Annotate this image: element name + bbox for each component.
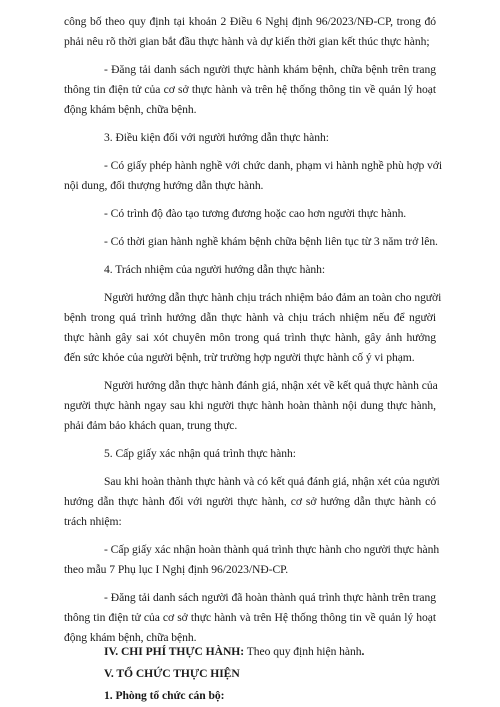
text-line: - Có giấy phép hành nghề với chức danh, phạm vi hành nghề phù hợp với bbox=[104, 159, 443, 172]
subsection-1-title: 1. Phòng tổ chức cán bộ: bbox=[104, 689, 225, 702]
text-line: - Đăng tải danh sách người thực hành khám bệnh, chữa bệnh trên trang bbox=[104, 63, 436, 76]
section-v bbox=[104, 666, 436, 681]
text-line: theo mẫu 7 Phụ lục I Nghị định 96/2023/NĐ-CP. bbox=[64, 563, 289, 576]
section-iv-title: IV. CHI PHÍ THỰC HÀNH: bbox=[104, 645, 245, 658]
text-line: - Có trình độ đào tạo tương đương hoặc cao hơn người thực hành. bbox=[104, 207, 407, 220]
text-line: thông tin điện tử của cơ sở thực hành và trên hệ thống thông tin về quản lý hoạt bbox=[64, 83, 436, 96]
text-line: - Đăng tải danh sách người đã hoàn thành quá trình thực hành trên trang bbox=[104, 591, 436, 604]
text-line: thông tin điện tử của cơ sở thực hành và trên Hệ thống thông tin về quản lý hoạt bbox=[64, 611, 436, 624]
text-line: - Có thời gian hành nghề khám bệnh chữa bệnh liên tục từ 3 năm trở lên. bbox=[104, 235, 438, 248]
text-line: hướng dẫn thực hành đối với người thực hành, cơ sở hướng dẫn thực hành có bbox=[64, 495, 436, 508]
section-heading: 5. Cấp giấy xác nhận quá trình thực hành: bbox=[104, 447, 296, 460]
text-line: - Cấp giấy xác nhận hoàn thành quá trình thực hành cho người thực hành bbox=[104, 543, 440, 556]
text-line: Người hướng dẫn thực hành đánh giá, nhận xét về kết quả thực hành của bbox=[104, 379, 438, 392]
text-line: động khám bệnh, chữa bệnh. bbox=[64, 103, 197, 116]
section-iv-text: Theo quy định hiện hành bbox=[244, 645, 362, 658]
text-line: đến sức khỏe của người bệnh, trừ trường hợp người thực hành cố ý vi phạm. bbox=[64, 351, 415, 364]
section-iv bbox=[104, 644, 476, 659]
text-line: nội dung, đối thượng hướng dẫn thực hành. bbox=[64, 179, 264, 192]
text-line: trách nhiệm: bbox=[64, 515, 122, 528]
section-heading: 4. Trách nhiệm của người hướng dẫn thực hành: bbox=[104, 263, 326, 276]
text-line: Sau khi hoàn thành thực hành và có kết quả đánh giá, nhận xét của người bbox=[104, 475, 440, 488]
text-line: Người hướng dẫn thực hành chịu trách nhiệm bảo đảm an toàn cho người bbox=[104, 291, 442, 304]
text-line: bệnh trong quá trình hướng dẫn thực hành và chịu trách nhiệm nếu để người bbox=[64, 311, 436, 324]
text-line: phải nêu rõ thời gian bắt đầu thực hành và dự kiến thời gian kết thúc thực hành; bbox=[64, 35, 430, 48]
text-line: phải đảm bảo khách quan, trung thực. bbox=[64, 419, 238, 432]
text-line: người thực hành ngay sau khi người thực hành hoàn thành nội dung thực hành, bbox=[64, 399, 436, 412]
text-line: công bố theo quy định tại khoản 2 Điều 6 Nghị định 96/2023/NĐ-CP, trong đó bbox=[64, 15, 436, 28]
section-heading: 3. Điều kiện đối với người hướng dẫn thực hành: bbox=[104, 131, 329, 144]
text-line: thực hành gây sai xót chuyên môn trong quá trình thực hành, gây ảnh hưởng bbox=[64, 331, 436, 344]
section-v-title: V. TỔ CHỨC THỰC HIỆN bbox=[104, 667, 240, 680]
text-line: động khám bệnh, chữa bệnh. bbox=[64, 631, 197, 644]
section-iv-end: . bbox=[361, 645, 365, 658]
